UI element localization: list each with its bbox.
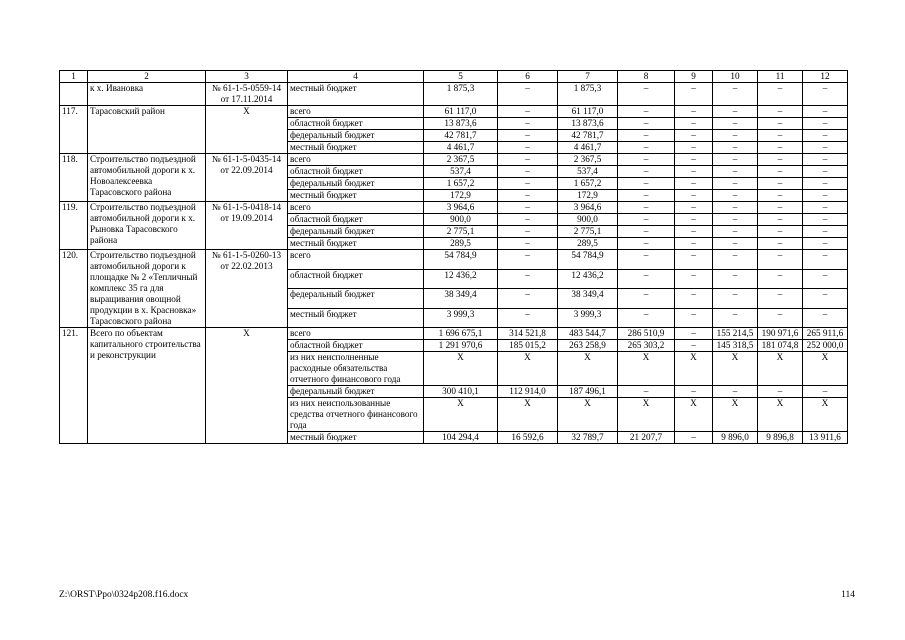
amount-cell: – — [713, 226, 758, 238]
amount-cell: – — [713, 154, 758, 166]
amount-cell: – — [498, 106, 558, 118]
amount-cell: 483 544,7 — [558, 328, 618, 340]
amount-cell: Х — [713, 352, 758, 386]
amount-cell: – — [618, 142, 675, 154]
amount-cell: – — [713, 142, 758, 154]
amount-cell: – — [803, 154, 848, 166]
amount-cell: – — [758, 190, 803, 202]
amount-cell: 61 117,0 — [558, 106, 618, 118]
table-body — [60, 71, 848, 444]
funding-source: федеральный бюджет — [288, 226, 424, 238]
funding-source: местный бюджет — [288, 238, 424, 250]
amount-cell: – — [675, 226, 713, 238]
amount-cell: 16 592,6 — [498, 432, 558, 444]
amount-cell: 300 410,1 — [424, 386, 498, 398]
amount-cell: 3 964,6 — [558, 202, 618, 214]
amount-cell: – — [675, 142, 713, 154]
amount-cell: – — [803, 289, 848, 309]
registry-code: № 61-1-5-0418-14 от 19.09.2014 — [206, 202, 288, 250]
file-path: Z:\ORST\Ppo\0324p208.f16.docx — [59, 590, 189, 600]
amount-cell: – — [758, 118, 803, 130]
registry-code: № 61-1-5-0260-13 от 22.02.2013 — [206, 250, 288, 328]
amount-cell: – — [498, 190, 558, 202]
amount-cell: 112 914,0 — [498, 386, 558, 398]
col-number: 12 — [803, 71, 848, 83]
amount-cell: – — [803, 202, 848, 214]
amount-cell: – — [713, 238, 758, 250]
amount-cell: 21 207,7 — [618, 432, 675, 444]
amount-cell: – — [713, 214, 758, 226]
amount-cell: Х — [424, 352, 498, 386]
budget-table — [59, 70, 848, 444]
amount-cell: 314 521,8 — [498, 328, 558, 340]
registry-code: № 61-1-5-0435-14 от 22.09.2014 — [206, 154, 288, 202]
amount-cell: – — [498, 214, 558, 226]
amount-cell: 289,5 — [558, 238, 618, 250]
amount-cell: – — [713, 190, 758, 202]
amount-cell: 537,4 — [424, 166, 498, 178]
object-name: Строительство подъездной автомобильной дороги к х. Новоалексеевка Тарасовского района — [88, 154, 206, 202]
amount-cell: 32 789,7 — [558, 432, 618, 444]
funding-source: федеральный бюджет — [288, 178, 424, 190]
amount-cell: Х — [675, 352, 713, 386]
amount-cell: 4 461,7 — [424, 142, 498, 154]
amount-cell: 265 911,6 — [803, 328, 848, 340]
amount-cell: – — [713, 83, 758, 106]
object-name: Строительство подъездной автомобильной дороги к площадке № 2 «Тепличный комплекс 35 га для выращивания овощной продукции в х. Красновка» Тарасовского района — [88, 250, 206, 328]
amount-cell: – — [758, 166, 803, 178]
funding-source: местный бюджет — [288, 432, 424, 444]
amount-cell: 2 367,5 — [558, 154, 618, 166]
registry-code: № 61-1-5-0559-14 от 17.11.2014 — [206, 83, 288, 106]
amount-cell: 4 461,7 — [558, 142, 618, 154]
amount-cell: – — [713, 250, 758, 270]
registry-code: Х — [206, 106, 288, 154]
row-number: 118. — [60, 154, 88, 202]
amount-cell: – — [713, 386, 758, 398]
amount-cell: – — [803, 226, 848, 238]
amount-cell: – — [498, 154, 558, 166]
funding-source: федеральный бюджет — [288, 386, 424, 398]
amount-cell: – — [758, 130, 803, 142]
amount-cell: Х — [618, 398, 675, 432]
amount-cell: 2 775,1 — [558, 226, 618, 238]
amount-cell: – — [618, 130, 675, 142]
amount-cell: – — [803, 106, 848, 118]
amount-cell: – — [803, 214, 848, 226]
row-number: 117. — [60, 106, 88, 154]
amount-cell: – — [803, 178, 848, 190]
funding-source: федеральный бюджет — [288, 130, 424, 142]
amount-cell: – — [675, 190, 713, 202]
amount-cell: – — [618, 178, 675, 190]
amount-cell: – — [618, 250, 675, 270]
amount-cell: – — [675, 269, 713, 289]
amount-cell: – — [758, 106, 803, 118]
amount-cell: – — [675, 340, 713, 352]
amount-cell: 38 349,4 — [558, 289, 618, 309]
col-number: 2 — [88, 71, 206, 83]
amount-cell: – — [498, 308, 558, 328]
amount-cell: – — [675, 118, 713, 130]
amount-cell: 54 784,9 — [424, 250, 498, 270]
table-row — [60, 250, 848, 270]
amount-cell: 2 775,1 — [424, 226, 498, 238]
col-number: 1 — [60, 71, 88, 83]
amount-cell: 1 875,3 — [424, 83, 498, 106]
amount-cell: 190 971,6 — [758, 328, 803, 340]
amount-cell: 263 258,9 — [558, 340, 618, 352]
amount-cell: 185 015,2 — [498, 340, 558, 352]
funding-source: местный бюджет — [288, 83, 424, 106]
amount-cell: – — [498, 238, 558, 250]
amount-cell: – — [675, 106, 713, 118]
funding-source: местный бюджет — [288, 308, 424, 328]
table-row — [60, 106, 848, 118]
amount-cell: – — [803, 118, 848, 130]
amount-cell: 9 896,0 — [713, 432, 758, 444]
amount-cell: – — [758, 250, 803, 270]
amount-cell: – — [675, 214, 713, 226]
amount-cell: – — [675, 166, 713, 178]
funding-source: областной бюджет — [288, 118, 424, 130]
amount-cell: 3 999,3 — [424, 308, 498, 328]
amount-cell: – — [713, 202, 758, 214]
amount-cell: 187 496,1 — [558, 386, 618, 398]
col-number: 7 — [558, 71, 618, 83]
amount-cell: – — [618, 118, 675, 130]
amount-cell: – — [618, 166, 675, 178]
amount-cell: – — [675, 154, 713, 166]
amount-cell: Х — [758, 352, 803, 386]
funding-source: областной бюджет — [288, 340, 424, 352]
amount-cell: 537,4 — [558, 166, 618, 178]
amount-cell: 181 074,8 — [758, 340, 803, 352]
amount-cell: – — [758, 226, 803, 238]
amount-cell: 172,9 — [558, 190, 618, 202]
amount-cell: – — [675, 328, 713, 340]
amount-cell: 286 510,9 — [618, 328, 675, 340]
amount-cell: – — [803, 269, 848, 289]
amount-cell: Х — [558, 352, 618, 386]
amount-cell: – — [758, 238, 803, 250]
amount-cell: – — [758, 289, 803, 309]
amount-cell: – — [713, 130, 758, 142]
amount-cell: – — [498, 269, 558, 289]
amount-cell: – — [758, 269, 803, 289]
amount-cell: 1 291 970,6 — [424, 340, 498, 352]
amount-cell: – — [758, 386, 803, 398]
amount-cell: – — [713, 166, 758, 178]
amount-cell: 155 214,5 — [713, 328, 758, 340]
amount-cell: Х — [498, 398, 558, 432]
col-number: 11 — [758, 71, 803, 83]
amount-cell: Х — [803, 398, 848, 432]
amount-cell: – — [803, 238, 848, 250]
funding-source: местный бюджет — [288, 190, 424, 202]
amount-cell: – — [803, 190, 848, 202]
amount-cell: – — [758, 178, 803, 190]
amount-cell: 13 911,6 — [803, 432, 848, 444]
col-number: 4 — [288, 71, 424, 83]
amount-cell: 289,5 — [424, 238, 498, 250]
row-number: 119. — [60, 202, 88, 250]
amount-cell: – — [675, 250, 713, 270]
amount-cell: – — [618, 83, 675, 106]
amount-cell: – — [618, 269, 675, 289]
amount-cell: 1 657,2 — [558, 178, 618, 190]
amount-cell: – — [758, 83, 803, 106]
amount-cell: – — [713, 106, 758, 118]
page-number: 114 — [841, 590, 855, 600]
funding-source: областной бюджет — [288, 214, 424, 226]
amount-cell: 9 896,8 — [758, 432, 803, 444]
funding-source: из них неиспользованные средства отчетного финансового года — [288, 398, 424, 432]
amount-cell: Х — [803, 352, 848, 386]
funding-source: федеральный бюджет — [288, 289, 424, 309]
amount-cell: 13 873,6 — [424, 118, 498, 130]
amount-cell: – — [675, 386, 713, 398]
row-number: 121. — [60, 328, 88, 444]
col-number: 10 — [713, 71, 758, 83]
amount-cell: Х — [558, 398, 618, 432]
column-number-row — [60, 71, 848, 83]
object-name: к х. Ивановка — [88, 83, 206, 106]
funding-source: всего — [288, 250, 424, 270]
funding-source: из них неисполненные расходные обязательства отчетного финансового года — [288, 352, 424, 386]
amount-cell: – — [803, 308, 848, 328]
amount-cell: – — [618, 289, 675, 309]
amount-cell: – — [675, 432, 713, 444]
object-name: Всего по объектам капитального строительства и реконструкции — [88, 328, 206, 444]
amount-cell: 12 436,2 — [558, 269, 618, 289]
amount-cell: – — [803, 142, 848, 154]
amount-cell: – — [618, 202, 675, 214]
amount-cell: 1 875,3 — [558, 83, 618, 106]
funding-source: всего — [288, 328, 424, 340]
amount-cell: 252 000,0 — [803, 340, 848, 352]
amount-cell: – — [498, 142, 558, 154]
amount-cell: – — [713, 269, 758, 289]
amount-cell: – — [713, 289, 758, 309]
amount-cell: 42 781,7 — [424, 130, 498, 142]
amount-cell: 12 436,2 — [424, 269, 498, 289]
amount-cell: – — [498, 250, 558, 270]
amount-cell: Х — [713, 398, 758, 432]
registry-code: Х — [206, 328, 288, 444]
amount-cell: – — [675, 289, 713, 309]
amount-cell: 2 367,5 — [424, 154, 498, 166]
amount-cell: 1 696 675,1 — [424, 328, 498, 340]
amount-cell: 3 999,3 — [558, 308, 618, 328]
amount-cell: 104 294,4 — [424, 432, 498, 444]
amount-cell: 900,0 — [424, 214, 498, 226]
amount-cell: – — [758, 308, 803, 328]
amount-cell: Х — [618, 352, 675, 386]
col-number: 5 — [424, 71, 498, 83]
table-row — [60, 202, 848, 214]
col-number: 9 — [675, 71, 713, 83]
amount-cell: 38 349,4 — [424, 289, 498, 309]
amount-cell: – — [803, 250, 848, 270]
funding-source: областной бюджет — [288, 166, 424, 178]
row-number — [60, 83, 88, 106]
amount-cell: – — [618, 238, 675, 250]
amount-cell: – — [618, 106, 675, 118]
amount-cell: 172,9 — [424, 190, 498, 202]
amount-cell: – — [758, 202, 803, 214]
amount-cell: – — [618, 214, 675, 226]
row-number: 120. — [60, 250, 88, 328]
amount-cell: 145 318,5 — [713, 340, 758, 352]
amount-cell: – — [675, 202, 713, 214]
amount-cell: – — [675, 308, 713, 328]
object-name: Тарасовский район — [88, 106, 206, 154]
funding-source: всего — [288, 106, 424, 118]
amount-cell: 900,0 — [558, 214, 618, 226]
amount-cell: 42 781,7 — [558, 130, 618, 142]
amount-cell: 54 784,9 — [558, 250, 618, 270]
table-row — [60, 154, 848, 166]
funding-source: всего — [288, 202, 424, 214]
funding-source: всего — [288, 154, 424, 166]
amount-cell: 61 117,0 — [424, 106, 498, 118]
amount-cell: – — [675, 130, 713, 142]
col-number: 6 — [498, 71, 558, 83]
amount-cell: – — [498, 202, 558, 214]
funding-source: областной бюджет — [288, 269, 424, 289]
amount-cell: – — [618, 226, 675, 238]
col-number: 8 — [618, 71, 675, 83]
amount-cell: – — [758, 154, 803, 166]
amount-cell: – — [803, 130, 848, 142]
col-number: 3 — [206, 71, 288, 83]
amount-cell: – — [713, 118, 758, 130]
amount-cell: Х — [675, 398, 713, 432]
amount-cell: – — [498, 289, 558, 309]
amount-cell: – — [618, 190, 675, 202]
table-row — [60, 328, 848, 340]
amount-cell: – — [498, 166, 558, 178]
amount-cell: – — [713, 308, 758, 328]
amount-cell: 3 964,6 — [424, 202, 498, 214]
amount-cell: – — [498, 130, 558, 142]
amount-cell: – — [498, 83, 558, 106]
amount-cell: Х — [758, 398, 803, 432]
amount-cell: – — [675, 238, 713, 250]
amount-cell: – — [713, 178, 758, 190]
funding-source: местный бюджет — [288, 142, 424, 154]
amount-cell: – — [803, 386, 848, 398]
amount-cell: – — [618, 308, 675, 328]
amount-cell: – — [618, 386, 675, 398]
amount-cell: – — [803, 166, 848, 178]
amount-cell: – — [618, 154, 675, 166]
amount-cell: 13 873,6 — [558, 118, 618, 130]
amount-cell: – — [803, 83, 848, 106]
amount-cell: – — [498, 118, 558, 130]
amount-cell: Х — [424, 398, 498, 432]
amount-cell: – — [498, 226, 558, 238]
amount-cell: – — [758, 142, 803, 154]
amount-cell: 1 657,2 — [424, 178, 498, 190]
amount-cell: Х — [498, 352, 558, 386]
amount-cell: – — [675, 83, 713, 106]
amount-cell: – — [758, 214, 803, 226]
amount-cell: – — [498, 178, 558, 190]
table-row — [60, 83, 848, 106]
amount-cell: – — [675, 178, 713, 190]
object-name: Строительство подъездной автомобильной дороги к х. Рыновка Тарасовского района — [88, 202, 206, 250]
amount-cell: 265 303,2 — [618, 340, 675, 352]
